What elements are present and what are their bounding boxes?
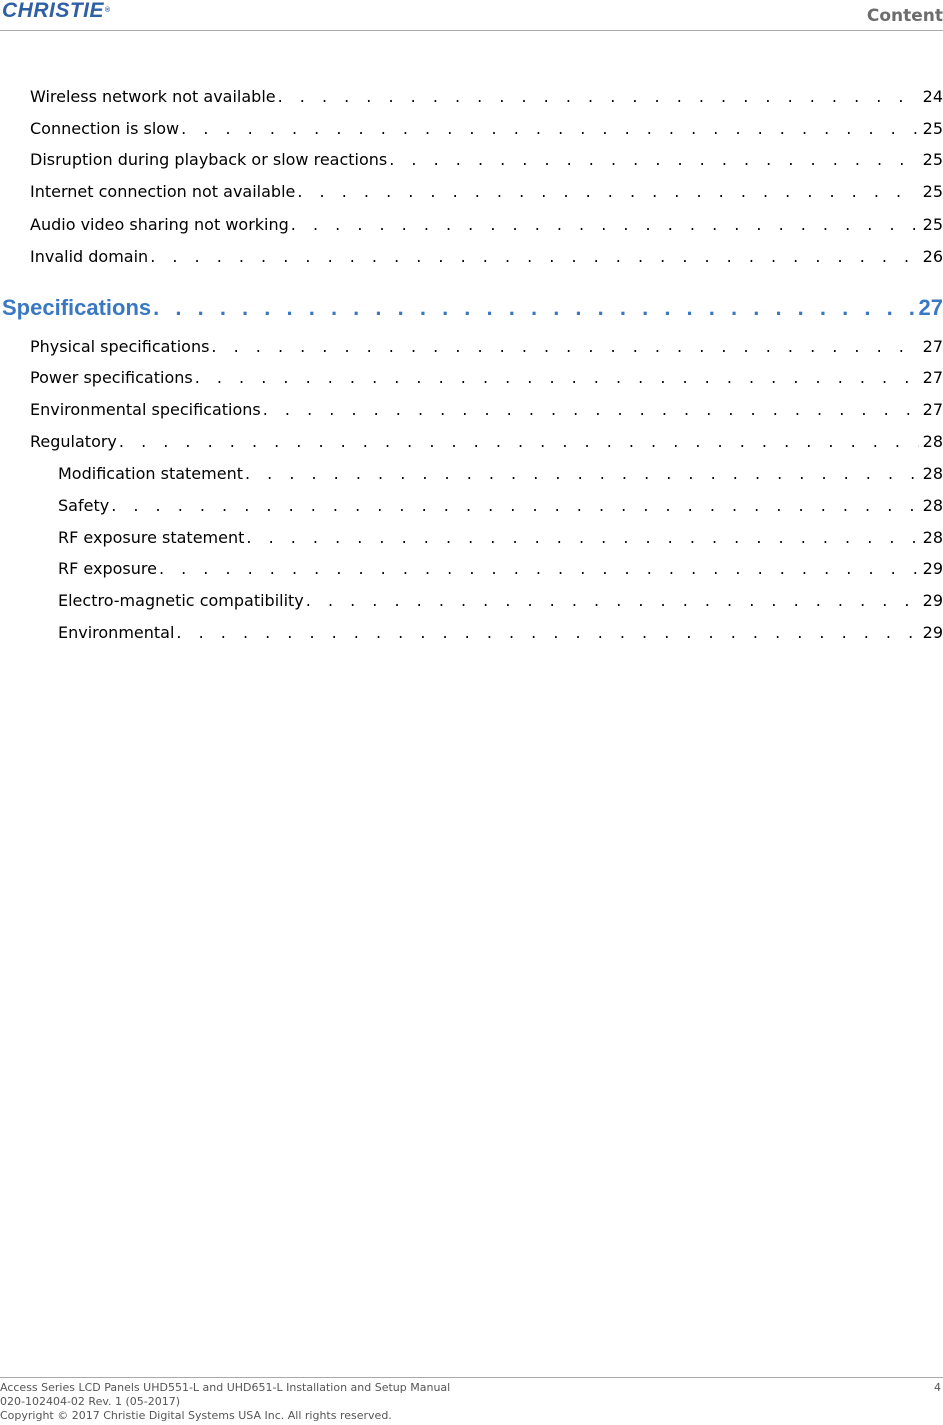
dot-leader <box>109 496 918 516</box>
dot-leader <box>209 337 918 357</box>
toc-entry[interactable] <box>58 591 943 611</box>
dot-leader <box>148 247 918 267</box>
dot-leader <box>174 623 918 643</box>
toc-section-heading[interactable] <box>2 295 943 321</box>
toc-entry-title: Power specifications <box>30 368 193 387</box>
toc-entry-page: 27 <box>918 295 943 320</box>
toc-entry-title: Regulatory <box>30 432 117 451</box>
toc-entry-title: Wireless network not available <box>30 87 276 106</box>
toc-entry[interactable] <box>58 528 943 548</box>
toc-entry[interactable] <box>58 623 943 643</box>
toc-entry-title: Audio video sharing not working <box>30 215 289 234</box>
toc-entry-page: 25 <box>922 182 943 201</box>
dot-leader <box>243 464 919 484</box>
toc-entry-page: 29 <box>922 559 943 578</box>
toc-entry-title: RF exposure statement <box>58 528 245 547</box>
toc-entry-page: 28 <box>922 496 943 515</box>
toc-entry[interactable] <box>58 496 943 516</box>
toc-entry-page: 28 <box>922 528 943 547</box>
dot-leader <box>387 150 918 170</box>
manual-title: Access Series LCD Panels UHD551-L and UHD651-L Installation and Setup Manual <box>0 1381 451 1394</box>
toc-entry[interactable] <box>58 559 943 579</box>
dot-leader <box>276 87 919 107</box>
page-header <box>0 0 943 31</box>
dot-leader <box>193 368 919 388</box>
dot-leader <box>157 559 919 579</box>
toc-entry-title: Internet connection not available <box>30 182 296 201</box>
toc-entry-title: Environmental specifications <box>30 400 261 419</box>
toc-entry-title: Disruption during playback or slow reactions <box>30 150 388 169</box>
toc-entry-page: 28 <box>922 432 943 451</box>
toc-entry[interactable] <box>30 182 943 202</box>
toc-entry[interactable] <box>30 119 943 139</box>
toc-entry[interactable] <box>30 368 943 388</box>
toc-entry[interactable] <box>30 400 943 420</box>
toc-entry-title: RF exposure <box>58 559 157 578</box>
header-divider <box>0 30 943 31</box>
toc-entry-page: 25 <box>922 150 943 169</box>
toc-entry[interactable] <box>58 464 943 484</box>
toc-entry-page: 27 <box>922 337 943 356</box>
toc-entry-title: Connection is slow <box>30 119 180 138</box>
footer-divider <box>0 1377 943 1378</box>
toc-entry[interactable] <box>30 247 943 267</box>
toc-entry-title: Specifications <box>2 295 152 320</box>
page-footer <box>0 1381 943 1423</box>
toc-entry[interactable] <box>30 337 943 357</box>
page-number: 4 <box>934 1381 941 1394</box>
toc-entry-page: 26 <box>922 247 943 266</box>
toc-entry-title: Physical specifications <box>30 337 210 356</box>
toc-entry[interactable] <box>30 150 943 170</box>
dot-leader <box>117 432 919 452</box>
toc-entry[interactable] <box>30 432 943 452</box>
dot-leader <box>289 215 919 235</box>
dot-leader <box>295 182 918 202</box>
toc-entry-page: 25 <box>922 215 943 234</box>
toc-entry-title: Electro-magnetic compatibility <box>58 591 304 610</box>
document-number: 020-102404-02 Rev. 1 (05-2017) <box>0 1395 181 1408</box>
toc-entry-title: Safety <box>58 496 110 515</box>
dot-leader <box>304 591 919 611</box>
toc-entry[interactable] <box>30 87 943 107</box>
toc-entry[interactable] <box>30 215 943 235</box>
toc-entry-page: 27 <box>922 368 943 387</box>
dot-leader <box>244 528 918 548</box>
toc-entry-title: Invalid domain <box>30 247 149 266</box>
toc-entry-title: Modification statement <box>58 464 243 483</box>
copyright-notice: Copyright © 2017 Christie Digital Systems USA Inc. All rights reserved. <box>0 1409 392 1422</box>
section-title: Content <box>866 6 943 26</box>
dot-leader <box>179 119 919 139</box>
christie-logo: CHRISTIE® <box>2 0 111 22</box>
toc-entry-page: 29 <box>922 623 943 642</box>
toc-entry-page: 29 <box>922 591 943 610</box>
dot-leader <box>151 295 914 321</box>
toc-entry-title: Environmental <box>58 623 175 642</box>
dot-leader <box>261 400 919 420</box>
toc-entry-page: 28 <box>922 464 943 483</box>
toc-entry-page: 27 <box>922 400 943 419</box>
toc-entry-page: 24 <box>922 87 943 106</box>
toc-entry-page: 25 <box>922 119 943 138</box>
